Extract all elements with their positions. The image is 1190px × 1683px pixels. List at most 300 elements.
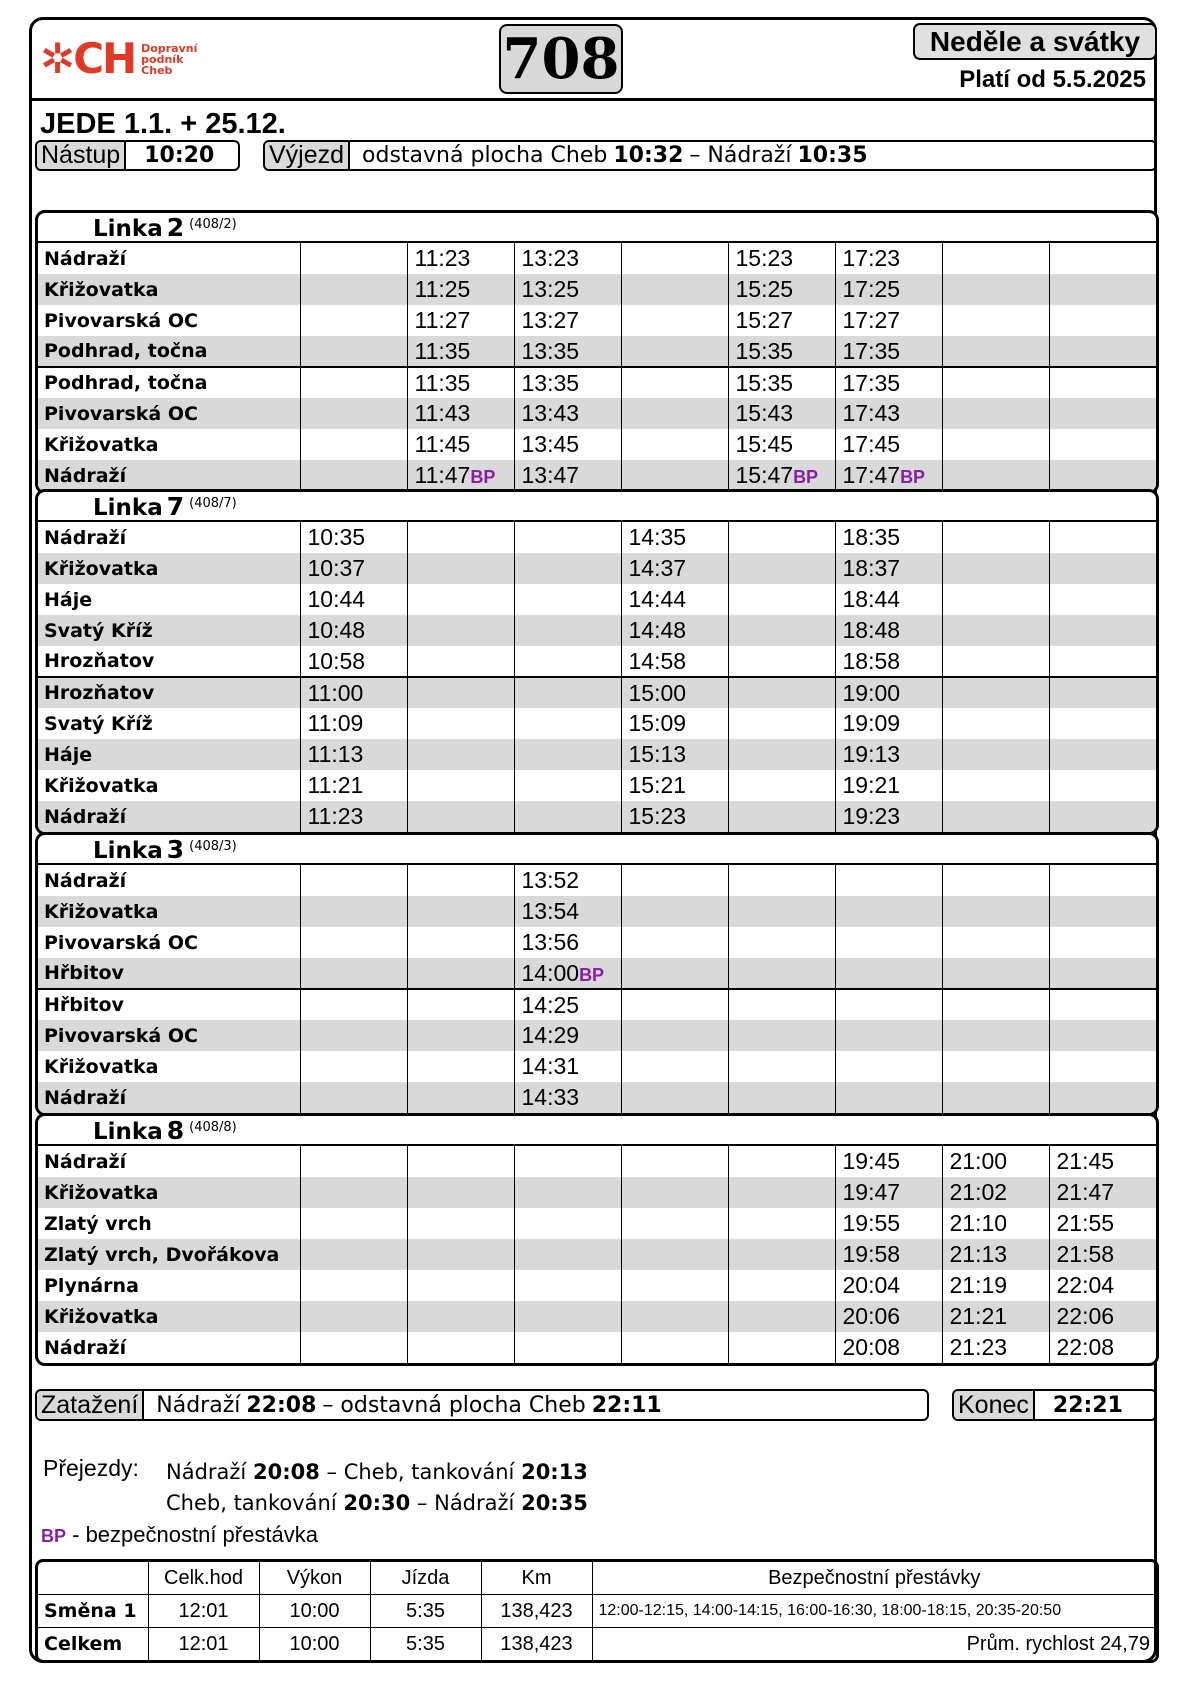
logo-text-line: Dopravní bbox=[141, 41, 198, 55]
departure-time-cell bbox=[942, 1051, 1049, 1082]
departure-time-cell bbox=[300, 646, 407, 677]
summary-pauses: 12:00-12:15, 14:00-14:15, 16:00-16:30, 18:00-18:15, 20:35-20:50 bbox=[592, 1595, 1156, 1628]
stop-name: Křižovatka bbox=[44, 774, 159, 797]
safety-break-marker: BP bbox=[793, 467, 819, 487]
departure-time: 13:23 bbox=[521, 245, 580, 271]
departure-time-cell bbox=[728, 367, 835, 398]
departure-time-cell bbox=[1049, 739, 1156, 770]
end-time-value: 22:21 bbox=[1052, 1392, 1123, 1418]
stop-name: Háje bbox=[38, 739, 300, 770]
departure-time-cell bbox=[728, 708, 835, 739]
summary-km: 138,423 bbox=[481, 1595, 592, 1628]
departure-time-cell bbox=[942, 336, 1049, 367]
departure-time: 10:35 bbox=[307, 524, 366, 550]
stop-row bbox=[38, 739, 1156, 770]
departure-time-cell bbox=[407, 429, 514, 460]
departure-time-cell bbox=[835, 460, 942, 491]
departure-time-cell bbox=[728, 584, 835, 615]
departure-time-cell bbox=[300, 927, 407, 958]
stop-row bbox=[38, 1146, 1156, 1177]
departure-time-cell bbox=[407, 1301, 514, 1332]
departure-time-cell bbox=[621, 1301, 728, 1332]
stop-name: Křižovatka bbox=[38, 553, 300, 584]
departure-time-cell bbox=[514, 460, 621, 491]
departure-time-cell bbox=[1049, 1270, 1156, 1301]
departure-time: 15:23 bbox=[628, 803, 687, 829]
summary-drive: 5:35 bbox=[370, 1628, 481, 1661]
stop-row bbox=[38, 989, 1156, 1020]
departure-time-cell bbox=[728, 801, 835, 832]
departure-time-cell bbox=[835, 708, 942, 739]
departure-time-cell bbox=[835, 896, 942, 927]
departure-time-cell bbox=[300, 1177, 407, 1208]
stop-row bbox=[38, 243, 1156, 274]
stop-row bbox=[38, 677, 1156, 708]
departure-time-cell bbox=[835, 865, 942, 896]
departure-time: 20:06 bbox=[842, 1303, 901, 1329]
departure-route bbox=[350, 142, 885, 169]
departure-time-cell bbox=[942, 398, 1049, 429]
departure-time-cell bbox=[835, 927, 942, 958]
line-timetable bbox=[35, 832, 1159, 1116]
line-header bbox=[38, 213, 1156, 243]
departure-time-cell bbox=[514, 989, 621, 1020]
departure-time-cell bbox=[728, 1177, 835, 1208]
departure-time-cell bbox=[942, 429, 1049, 460]
departure-time: 13:52 bbox=[521, 867, 580, 893]
departure-time-cell bbox=[942, 801, 1049, 832]
summary-table bbox=[38, 1562, 1156, 1660]
departure-time: 19:47 bbox=[842, 1179, 901, 1205]
departure-time-cell bbox=[942, 367, 1049, 398]
departure-time: 21:21 bbox=[949, 1303, 1008, 1329]
stop-name: Nádraží bbox=[38, 801, 300, 832]
departure-time-cell bbox=[835, 336, 942, 367]
start-box bbox=[35, 140, 240, 171]
departure-time: 11:13 bbox=[307, 741, 364, 767]
departure-time-cell bbox=[621, 336, 728, 367]
departure-time-cell bbox=[621, 367, 728, 398]
departure-time-cell bbox=[835, 958, 942, 989]
departure-time: 14:44 bbox=[628, 586, 687, 612]
departure-time-cell bbox=[514, 367, 621, 398]
departure-time-cell bbox=[300, 460, 407, 491]
departure-time-cell bbox=[300, 865, 407, 896]
departure-time-cell bbox=[728, 1332, 835, 1363]
stop-row bbox=[38, 398, 1156, 429]
departure-box bbox=[263, 140, 1157, 171]
departure-time: 18:35 bbox=[842, 524, 901, 550]
departure-time: 13:35 bbox=[521, 337, 580, 364]
departure-time: 21:19 bbox=[949, 1272, 1008, 1298]
departure-time-cell bbox=[728, 646, 835, 677]
departure-time-cell bbox=[1049, 367, 1156, 398]
departure-time: 17:43 bbox=[842, 400, 901, 426]
departure-time: 11:23 bbox=[307, 803, 364, 829]
departure-time-cell bbox=[300, 958, 407, 989]
departure-time-cell bbox=[835, 1239, 942, 1270]
departure-time-cell bbox=[514, 1051, 621, 1082]
line-timetable bbox=[35, 1113, 1159, 1366]
transfer-line bbox=[166, 1491, 588, 1515]
departure-time: 22:08 bbox=[1056, 1334, 1115, 1360]
departure-time-cell bbox=[407, 1332, 514, 1363]
departure-from: odstavná plocha Cheb bbox=[362, 143, 608, 168]
departure-time-cell bbox=[407, 336, 514, 367]
start-label: Nástup bbox=[37, 142, 126, 169]
departure-time-cell bbox=[1049, 522, 1156, 553]
departure-time-cell bbox=[514, 274, 621, 305]
departure-time-cell bbox=[835, 1020, 942, 1051]
transfer-to-time: 20:35 bbox=[521, 1491, 588, 1515]
stop-name: Nádraží bbox=[38, 460, 300, 491]
departure-time: 13:45 bbox=[521, 431, 580, 457]
logo-text-line: podník bbox=[141, 52, 184, 66]
departure-time-cell bbox=[942, 584, 1049, 615]
departure-time-cell bbox=[728, 989, 835, 1020]
departure-time-cell bbox=[942, 896, 1049, 927]
departure-time-cell bbox=[300, 429, 407, 460]
stop-row bbox=[38, 958, 1156, 989]
departure-time-cell bbox=[942, 1020, 1049, 1051]
departure-time-cell bbox=[728, 522, 835, 553]
departure-time: 21:10 bbox=[949, 1210, 1008, 1236]
departure-time-cell bbox=[407, 398, 514, 429]
departure-time-cell bbox=[728, 1082, 835, 1113]
departure-time-cell bbox=[1049, 927, 1156, 958]
stop-row bbox=[38, 646, 1156, 677]
stop-name: Křižovatka bbox=[38, 896, 300, 927]
stop-row bbox=[38, 274, 1156, 305]
stop-times-table bbox=[38, 243, 1156, 491]
departure-time-cell bbox=[514, 305, 621, 336]
departure-time-cell bbox=[407, 460, 514, 491]
stop-times-table bbox=[38, 865, 1156, 1113]
departure-time-cell bbox=[407, 708, 514, 739]
departure-time-cell bbox=[407, 896, 514, 927]
departure-time: 18:48 bbox=[842, 617, 901, 643]
stop-row bbox=[38, 1239, 1156, 1270]
departure-time-cell bbox=[1049, 1239, 1156, 1270]
departure-time-cell bbox=[1049, 958, 1156, 989]
stop-row bbox=[38, 367, 1156, 398]
line-timetable bbox=[35, 210, 1159, 494]
summary-header: Celk.hod bbox=[148, 1562, 259, 1595]
departure-time-cell bbox=[300, 708, 407, 739]
departure-time: 19:55 bbox=[842, 1210, 901, 1236]
departure-time-cell bbox=[728, 1208, 835, 1239]
departure-time-cell bbox=[514, 398, 621, 429]
departure-time-cell bbox=[300, 553, 407, 584]
departure-time: 15:00 bbox=[628, 679, 687, 706]
departure-time-cell bbox=[1049, 584, 1156, 615]
departure-time-cell bbox=[1049, 770, 1156, 801]
departure-time-cell bbox=[407, 1020, 514, 1051]
line-code: (408/2) bbox=[189, 216, 237, 232]
summary-header: Bezpečnostní přestávky bbox=[592, 1562, 1156, 1595]
departure-time: 13:25 bbox=[521, 276, 580, 302]
departure-time-cell bbox=[621, 646, 728, 677]
departure-time-cell bbox=[300, 770, 407, 801]
departure-time-cell bbox=[621, 615, 728, 646]
departure-time-cell bbox=[728, 927, 835, 958]
stop-row bbox=[38, 708, 1156, 739]
departure-time-cell bbox=[407, 739, 514, 770]
departure-time: 11:27 bbox=[414, 307, 471, 333]
stop-name: Nádraží bbox=[44, 1150, 127, 1173]
departure-time-cell bbox=[514, 958, 621, 989]
departure-time-cell bbox=[300, 1270, 407, 1301]
summary-total: 12:01 bbox=[148, 1595, 259, 1628]
departure-time-cell bbox=[514, 1270, 621, 1301]
departure-time: 19:00 bbox=[842, 679, 901, 706]
departure-time-cell bbox=[835, 1208, 942, 1239]
stop-name: Křižovatka bbox=[38, 1177, 300, 1208]
departure-time-cell bbox=[514, 553, 621, 584]
departure-time-cell bbox=[300, 336, 407, 367]
departure-time: 21:47 bbox=[1056, 1179, 1115, 1205]
departure-time-cell bbox=[1049, 1301, 1156, 1332]
departure-time-cell bbox=[300, 1051, 407, 1082]
departure-time-cell bbox=[407, 1270, 514, 1301]
stop-times-table bbox=[38, 522, 1156, 832]
line-title bbox=[93, 213, 184, 242]
departure-time: 21:13 bbox=[949, 1241, 1008, 1267]
stop-name: Nádraží bbox=[44, 526, 127, 549]
departure-time-cell bbox=[835, 989, 942, 1020]
departure-time: 14:35 bbox=[628, 524, 687, 550]
departure-time-cell bbox=[728, 243, 835, 274]
departure-time: 17:27 bbox=[842, 307, 901, 333]
departure-time-cell bbox=[942, 1177, 1049, 1208]
shift-summary bbox=[35, 1559, 1159, 1663]
departure-time: 21:23 bbox=[949, 1334, 1008, 1360]
departure-time-cell bbox=[835, 1177, 942, 1208]
line-label: Linka bbox=[93, 215, 163, 242]
end-label: Konec bbox=[954, 1391, 1035, 1419]
departure-time-cell bbox=[514, 1146, 621, 1177]
departure-time-cell bbox=[728, 739, 835, 770]
departure-time-cell bbox=[728, 865, 835, 896]
safety-break-marker: BP bbox=[579, 964, 605, 985]
departure-time-cell bbox=[835, 615, 942, 646]
departure-time-cell bbox=[728, 274, 835, 305]
stop-row bbox=[38, 1177, 1156, 1208]
departure-time-cell bbox=[300, 896, 407, 927]
departure-time-cell bbox=[942, 522, 1049, 553]
departure-time-cell bbox=[300, 398, 407, 429]
summary-header bbox=[38, 1562, 148, 1595]
stop-name: Hřbitov bbox=[38, 958, 300, 989]
arrival-to: odstavná plocha Cheb bbox=[340, 1392, 586, 1418]
stop-name: Nádraží bbox=[44, 247, 127, 270]
departure-time: 14:37 bbox=[628, 555, 687, 581]
stop-name: Pivovarská OC bbox=[44, 309, 198, 332]
summary-total: 12:01 bbox=[148, 1628, 259, 1661]
line-title bbox=[93, 835, 184, 864]
summary-header: Výkon bbox=[259, 1562, 370, 1595]
stop-row bbox=[38, 927, 1156, 958]
departure-time: 17:35 bbox=[842, 337, 901, 364]
stop-name: Křižovatka bbox=[38, 274, 300, 305]
departure-time-cell bbox=[1049, 305, 1156, 336]
stop-row bbox=[38, 1020, 1156, 1051]
summary-header-row bbox=[38, 1562, 1156, 1595]
departure-time-cell bbox=[407, 770, 514, 801]
departure-time-cell bbox=[728, 1270, 835, 1301]
line-code: (408/8) bbox=[189, 1119, 237, 1135]
departure-time: 11:00 bbox=[307, 679, 364, 706]
departure-time-cell bbox=[1049, 274, 1156, 305]
departure-time-cell bbox=[621, 708, 728, 739]
departure-time-cell bbox=[407, 1051, 514, 1082]
departure-time-cell bbox=[300, 1332, 407, 1363]
departure-time-cell bbox=[942, 1239, 1049, 1270]
summary-row-name: Směna 1 bbox=[38, 1595, 148, 1628]
departure-time-cell bbox=[300, 989, 407, 1020]
departure-time-cell bbox=[300, 1239, 407, 1270]
departure-from-time: 10:32 bbox=[613, 143, 684, 168]
summary-average-speed: Prům. rychlost 24,79 bbox=[592, 1628, 1156, 1661]
departure-time-cell bbox=[1049, 336, 1156, 367]
departure-time-cell bbox=[300, 1208, 407, 1239]
header-divider bbox=[29, 98, 1157, 101]
departure-time-cell bbox=[514, 1020, 621, 1051]
departure-time-cell bbox=[942, 1270, 1049, 1301]
stop-row bbox=[38, 584, 1156, 615]
departure-time: 21:02 bbox=[949, 1179, 1008, 1205]
departure-time-cell bbox=[300, 305, 407, 336]
departure-time-cell bbox=[1049, 460, 1156, 491]
departure-time-cell bbox=[942, 708, 1049, 739]
departure-time: 15:35 bbox=[735, 369, 794, 396]
departure-time-cell bbox=[514, 1332, 621, 1363]
departure-time-cell bbox=[514, 1208, 621, 1239]
departure-time-cell bbox=[300, 367, 407, 398]
departure-to-time: 10:35 bbox=[797, 143, 868, 168]
departure-time: 11:09 bbox=[307, 710, 364, 736]
departure-time-cell bbox=[621, 1270, 728, 1301]
line-number: 2 bbox=[166, 212, 185, 242]
departure-time-cell bbox=[407, 865, 514, 896]
stop-row bbox=[38, 429, 1156, 460]
stop-name: Pivovarská OC bbox=[38, 398, 300, 429]
departure-time-cell bbox=[621, 1020, 728, 1051]
departure-time: 15:43 bbox=[735, 400, 794, 426]
line-title bbox=[93, 1116, 184, 1145]
stop-row bbox=[38, 522, 1156, 553]
departure-time-cell bbox=[514, 1082, 621, 1113]
departure-time-cell bbox=[1049, 865, 1156, 896]
stop-name: Háje bbox=[44, 588, 93, 611]
departure-time-cell bbox=[835, 1082, 942, 1113]
departure-dash: – bbox=[689, 143, 701, 168]
departure-time-cell bbox=[728, 1051, 835, 1082]
departure-time-cell bbox=[300, 615, 407, 646]
line-header bbox=[38, 835, 1156, 865]
departure-time-cell bbox=[514, 1177, 621, 1208]
departure-time: 13:43 bbox=[521, 400, 580, 426]
summary-drive: 5:35 bbox=[370, 1595, 481, 1628]
summary-work: 10:00 bbox=[259, 1628, 370, 1661]
departure-time: 13:35 bbox=[521, 369, 580, 396]
line-number: 3 bbox=[166, 834, 185, 864]
stop-row bbox=[38, 1270, 1156, 1301]
departure-time-cell bbox=[300, 1082, 407, 1113]
departure-time-cell bbox=[621, 522, 728, 553]
logo-text bbox=[141, 43, 197, 76]
departure-time: 15:45 bbox=[735, 431, 794, 457]
stop-name: Křižovatka bbox=[44, 433, 159, 456]
departure-time: 10:48 bbox=[307, 617, 366, 643]
departure-time: 19:23 bbox=[842, 803, 901, 829]
departure-time-cell bbox=[1049, 243, 1156, 274]
departure-time-cell bbox=[835, 770, 942, 801]
stop-row bbox=[38, 553, 1156, 584]
departure-time-cell bbox=[514, 243, 621, 274]
departure-time-cell bbox=[728, 553, 835, 584]
departure-time-cell bbox=[300, 677, 407, 708]
departure-time-cell bbox=[300, 801, 407, 832]
departure-time-cell bbox=[407, 958, 514, 989]
transfer-to-time: 20:13 bbox=[521, 1460, 588, 1484]
departure-time: 19:21 bbox=[842, 772, 901, 798]
departure-time-cell bbox=[1049, 1020, 1156, 1051]
departure-time-cell bbox=[1049, 398, 1156, 429]
departure-time-cell bbox=[942, 865, 1049, 896]
legend-code: BP bbox=[41, 1526, 67, 1546]
departure-time-cell bbox=[621, 1239, 728, 1270]
departure-time-cell bbox=[1049, 1332, 1156, 1363]
departure-time-cell bbox=[728, 336, 835, 367]
stop-row bbox=[38, 1301, 1156, 1332]
departure-time-cell bbox=[728, 1146, 835, 1177]
stop-name: Hrozňatov bbox=[38, 677, 300, 708]
line-header bbox=[38, 1116, 1156, 1146]
stop-name: Hrozňatov bbox=[44, 650, 155, 672]
departure-time-cell bbox=[514, 865, 621, 896]
departure-time: 15:25 bbox=[735, 276, 794, 302]
departure-time: 18:58 bbox=[842, 647, 901, 674]
departure-time-cell bbox=[835, 1301, 942, 1332]
day-type: Neděle a svátky bbox=[913, 23, 1157, 60]
departure-time-cell bbox=[300, 1020, 407, 1051]
departure-time-cell bbox=[407, 305, 514, 336]
departure-time-cell bbox=[621, 1208, 728, 1239]
departure-time-cell bbox=[407, 615, 514, 646]
summary-header: Jízda bbox=[370, 1562, 481, 1595]
departure-time-cell bbox=[942, 553, 1049, 584]
departure-time-cell bbox=[621, 243, 728, 274]
stop-row bbox=[38, 801, 1156, 832]
safety-break-marker: BP bbox=[900, 467, 926, 487]
stop-name: Nádraží bbox=[44, 1336, 127, 1359]
summary-work: 10:00 bbox=[259, 1595, 370, 1628]
departure-time-cell bbox=[621, 305, 728, 336]
transfer-dash: – bbox=[326, 1460, 338, 1484]
departure-time-cell bbox=[514, 1239, 621, 1270]
departure-time-cell bbox=[300, 243, 407, 274]
transfer-from-time: 20:08 bbox=[252, 1460, 320, 1484]
stop-row bbox=[38, 336, 1156, 367]
departure-time-cell bbox=[621, 1082, 728, 1113]
departure-time-cell bbox=[942, 989, 1049, 1020]
arrival-to-time: 22:11 bbox=[591, 1392, 662, 1418]
departure-time: 17:45 bbox=[842, 431, 901, 457]
line-title bbox=[93, 492, 184, 521]
summary-header: Km bbox=[481, 1562, 592, 1595]
stop-name: Svatý Kříž bbox=[38, 615, 300, 646]
